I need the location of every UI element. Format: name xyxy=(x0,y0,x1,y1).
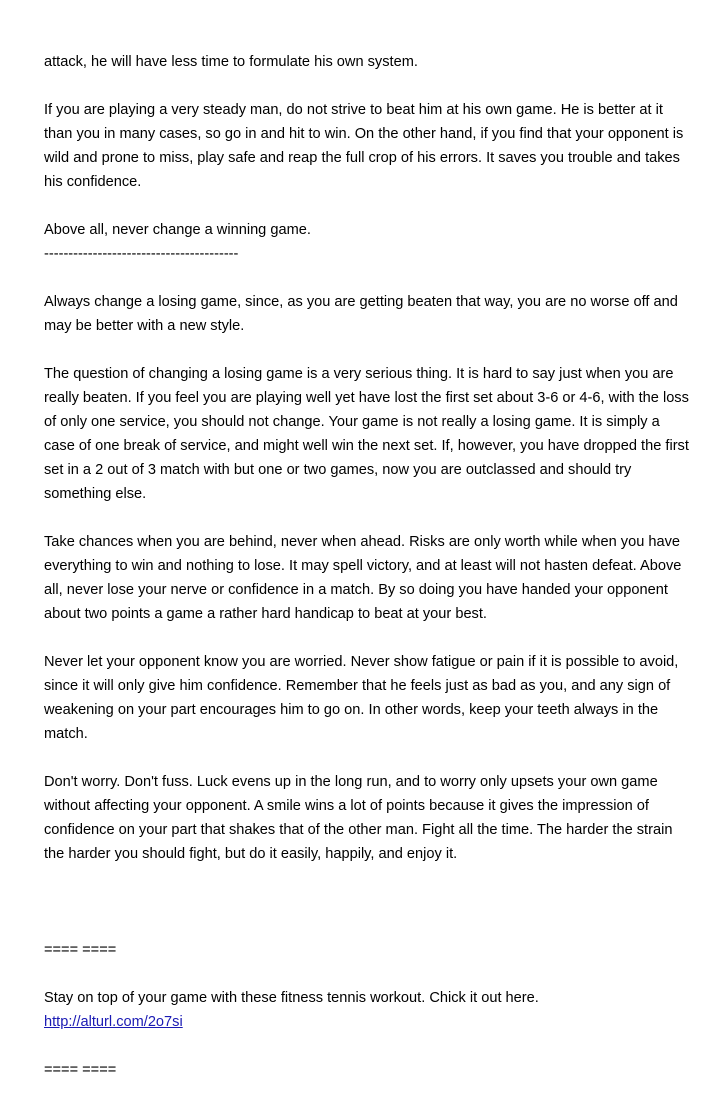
blank-space xyxy=(44,890,692,938)
document-page xyxy=(44,50,692,1106)
promo-link-line xyxy=(44,1010,692,1034)
separator-top: ==== ==== xyxy=(44,942,117,958)
paragraph-changing-game: The question of changing a losing game is a very serious thing. It is hard to say just when you are really beaten. If you feel you are playing well yet have lost the first set about 3-6 or 4-6, with the loss of only one service, you should not change. Your game is not really a losing game. It is simply a case of one break of service, and might well win the next set. If, however, you have dropped the first set in a 2 out of 3 match with but one or two games, now you are outclassed and should try something else. xyxy=(44,366,689,502)
paragraph-dont-worry: Don't worry. Don't fuss. Luck evens up in the long run, and to worry only upsets your own game without affecting your opponent. A smile wins a lot of points because it gives the impression of confidence on your part that shakes that of the other man. Fight all the time. The harder the strain the harder you should fight, but do it easily, happily, and enjoy it. xyxy=(44,774,673,862)
dash-separator: ---------------------------------------- xyxy=(44,246,239,262)
paragraph-winning-game: Above all, never change a winning game. xyxy=(44,222,311,238)
paragraph-losing-game: Always change a losing game, since, as you are getting beaten that way, you are no worse off and may be better with a new style. xyxy=(44,294,678,334)
promo-text: Stay on top of your game with these fitness tennis workout. Chick it out here. xyxy=(44,990,539,1006)
separator-bottom: ==== ==== xyxy=(44,1062,117,1078)
paragraph-take-chances: Take chances when you are behind, never when ahead. Risks are only worth while when you have everything to win and nothing to lose. It may spell victory, and at least will not hasten defeat. Above all, never lose your nerve or confidence in a match. By so doing you have handed your opponent about two points a game a rather hard handicap to beat at your best. xyxy=(44,534,682,622)
paragraph-steady-man: If you are playing a very steady man, do not strive to beat him at his own game. He is better at it than you in many cases, so go in and hit to win. On the other hand, if you find that your opponent is wild and prone to miss, play safe and reap the full crop of his errors. It saves you trouble and takes his confidence. xyxy=(44,102,684,190)
paragraph-never-worried: Never let your opponent know you are worried. Never show fatigue or pain if it is possible to avoid, since it will only give him confidence. Remember that he feels just as bad as you, and any sign of weakening on your part encourages him to go on. In other words, keep your teeth always in the match. xyxy=(44,654,679,742)
paragraph-attack: attack, he will have less time to formulate his own system. xyxy=(44,54,418,70)
promo-link[interactable]: http://alturl.com/2o7si xyxy=(44,1014,183,1030)
